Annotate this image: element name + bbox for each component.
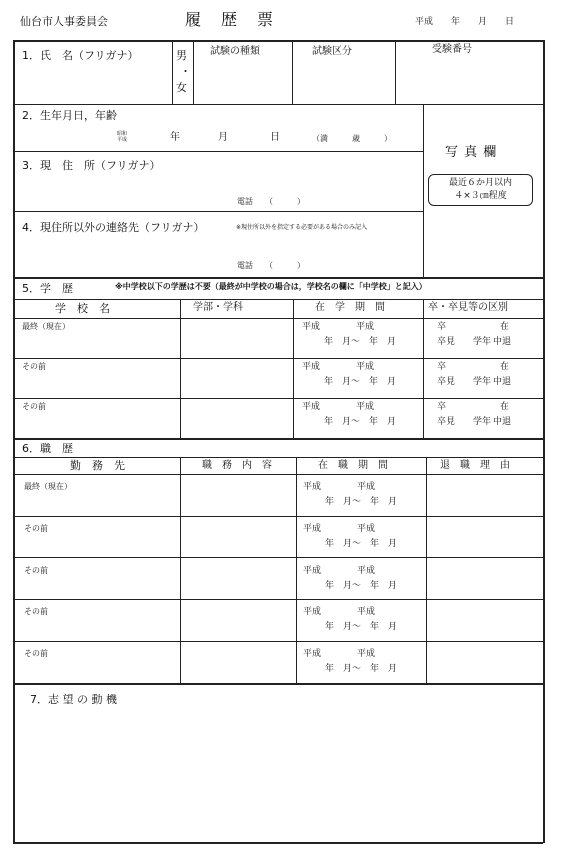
contact-note: ※現住所以外を指定する必要がある場合のみ記入 (236, 224, 368, 231)
period-bottom: 年 月～ 年 月 (325, 539, 398, 549)
birthdate-label: 2．生年月日，年齢 (22, 109, 117, 122)
photo-note (428, 174, 533, 206)
period-top: 平成 平成 (302, 322, 375, 332)
divider (395, 40, 396, 104)
period-bottom: 年 月～ 年 月 (324, 337, 397, 347)
period-bottom: 年 月～ 年 月 (324, 417, 397, 427)
era-selector[interactable] (117, 131, 127, 143)
page-title: 履 歴 票 (185, 10, 276, 29)
period-top: 平成 平成 (302, 362, 375, 372)
divider (292, 40, 293, 104)
birth-day-label: 日 (270, 132, 280, 143)
exam-category-label: 試験区分 (312, 46, 352, 57)
status-gakunen: 学年 (473, 337, 492, 347)
status-chutai: 中退 (493, 417, 512, 427)
status-chutai: 中退 (493, 377, 512, 387)
status-sotsu: 卒 (437, 362, 447, 372)
period-bottom: 年 月～ 年 月 (325, 581, 398, 591)
motivation-field[interactable] (16, 712, 541, 840)
divider (293, 299, 294, 438)
motivation-label: 7．志 望 の 動 機 (30, 693, 117, 706)
period-bottom: 年 月～ 年 月 (324, 377, 397, 387)
period-bottom: 年 月～ 年 月 (325, 622, 398, 632)
career-header-reason: 退 職 理 由 (440, 460, 510, 471)
career-row-label: その前 (24, 607, 48, 616)
gender-female[interactable]: 女 (176, 81, 187, 94)
divider (172, 40, 173, 104)
issuer: 仙台市人事委員会 (20, 15, 108, 28)
education-label: 5．学 歴 (22, 282, 73, 295)
divider (13, 474, 543, 475)
period-top: 平成 平成 (303, 566, 376, 576)
divider (13, 277, 543, 279)
career-row-label: その前 (24, 566, 48, 575)
divider (296, 457, 297, 683)
status-sotsumi: 卒見 (437, 337, 456, 347)
status-gakunen: 学年 (473, 417, 492, 427)
divider (13, 438, 543, 440)
status-chutai: 中退 (493, 337, 512, 347)
exam-number-label: 受験番号 (432, 44, 472, 55)
frame-top (13, 40, 543, 42)
divider (13, 151, 423, 152)
divider (13, 398, 543, 399)
career-row-period[interactable] (303, 564, 397, 594)
era-heisei: 平成 (117, 137, 128, 143)
contact-phone-label: 電話 （ ） (237, 261, 305, 270)
status-gakunen: 学年 (473, 377, 492, 387)
exam-type-label: 試験の種類 (210, 46, 260, 57)
career-row-period[interactable] (303, 647, 397, 677)
edu-row-label: その前 (22, 402, 46, 411)
birth-month-label: 月 (218, 132, 228, 143)
career-row-label: その前 (24, 649, 48, 658)
gender-male[interactable]: 男 (176, 49, 187, 62)
period-top: 平成 平成 (303, 607, 376, 617)
period-top: 平成 平成 (303, 524, 376, 534)
edu-row-period[interactable] (302, 320, 396, 350)
status-sotsumi: 卒見 (437, 417, 456, 427)
divider (180, 457, 181, 683)
name-label: 1．氏 名（フリガナ） (22, 49, 139, 62)
period-bottom: 年 月～ 年 月 (325, 497, 398, 507)
date-label: 平成 年 月 日 (415, 17, 515, 27)
divider (193, 40, 194, 104)
career-header-duties: 職 務 内 容 (202, 460, 272, 471)
period-top: 平成 平成 (303, 482, 376, 492)
divider (13, 683, 543, 685)
edu-header-school: 学 校 名 (55, 302, 110, 315)
frame-right (543, 40, 545, 843)
divider (13, 358, 543, 359)
edu-row-period[interactable] (302, 400, 396, 430)
career-row-period[interactable] (303, 605, 397, 635)
era-showa: 昭和 (117, 131, 128, 137)
edu-header-status: 卒・卒見等の区別 (428, 302, 508, 313)
divider (13, 641, 543, 642)
education-note: ※中学校以下の学歴は不要（最終が中学校の場合は，学校名の欄に「中学校」と記入） (115, 282, 427, 291)
divider (13, 557, 543, 558)
edu-row-status[interactable] (437, 400, 511, 430)
divider (180, 299, 181, 438)
status-sotsu: 卒 (437, 402, 447, 412)
edu-row-label: その前 (22, 362, 46, 371)
photo-note-line1: 最近６か月以内 (448, 178, 512, 188)
edu-row-period[interactable] (302, 360, 396, 390)
edu-row-label: 最終（現在） (22, 322, 70, 331)
frame-left (13, 40, 15, 843)
period-bottom: 年 月～ 年 月 (325, 664, 398, 674)
divider (13, 299, 543, 300)
career-row-label: 最終（現在） (24, 482, 72, 491)
status-zai: 在 (500, 362, 510, 372)
frame-bottom (13, 842, 543, 844)
edu-row-status[interactable] (437, 320, 511, 350)
contact-label: 4．現住所以外の連絡先（フリガナ） (22, 221, 205, 234)
career-label: 6．職 歴 (22, 442, 73, 455)
career-header-company: 勤 務 先 (70, 459, 125, 472)
edu-row-status[interactable] (437, 360, 511, 390)
divider (423, 299, 424, 438)
edu-header-faculty: 学部・学科 (193, 302, 243, 313)
edu-header-period: 在 学 期 間 (315, 302, 385, 313)
divider (426, 457, 427, 683)
status-zai: 在 (500, 402, 510, 412)
period-top: 平成 平成 (302, 402, 375, 412)
career-row-period[interactable] (303, 480, 397, 510)
divider (13, 211, 423, 212)
divider (13, 599, 543, 600)
gender-separator: ・ (180, 65, 191, 78)
status-sotsu: 卒 (437, 322, 447, 332)
career-row-label: その前 (24, 524, 48, 533)
photo-note-line2: ４×３㎝程度 (454, 191, 507, 201)
birth-year-label: 年 (170, 132, 180, 143)
divider (13, 318, 543, 319)
divider (13, 516, 543, 517)
age-label: （満 歳 ） (312, 134, 392, 143)
address-label: 3．現 住 所（フリガナ） (22, 159, 161, 172)
career-header-period: 在 職 期 間 (318, 460, 388, 471)
divider (13, 104, 543, 105)
address-phone-label: 電話 （ ） (237, 197, 305, 206)
status-sotsumi: 卒見 (437, 377, 456, 387)
period-top: 平成 平成 (303, 649, 376, 659)
photo-label: 写 真 欄 (445, 145, 498, 160)
career-row-period[interactable] (303, 522, 397, 552)
divider (13, 457, 543, 458)
status-zai: 在 (500, 322, 510, 332)
divider (423, 104, 424, 277)
